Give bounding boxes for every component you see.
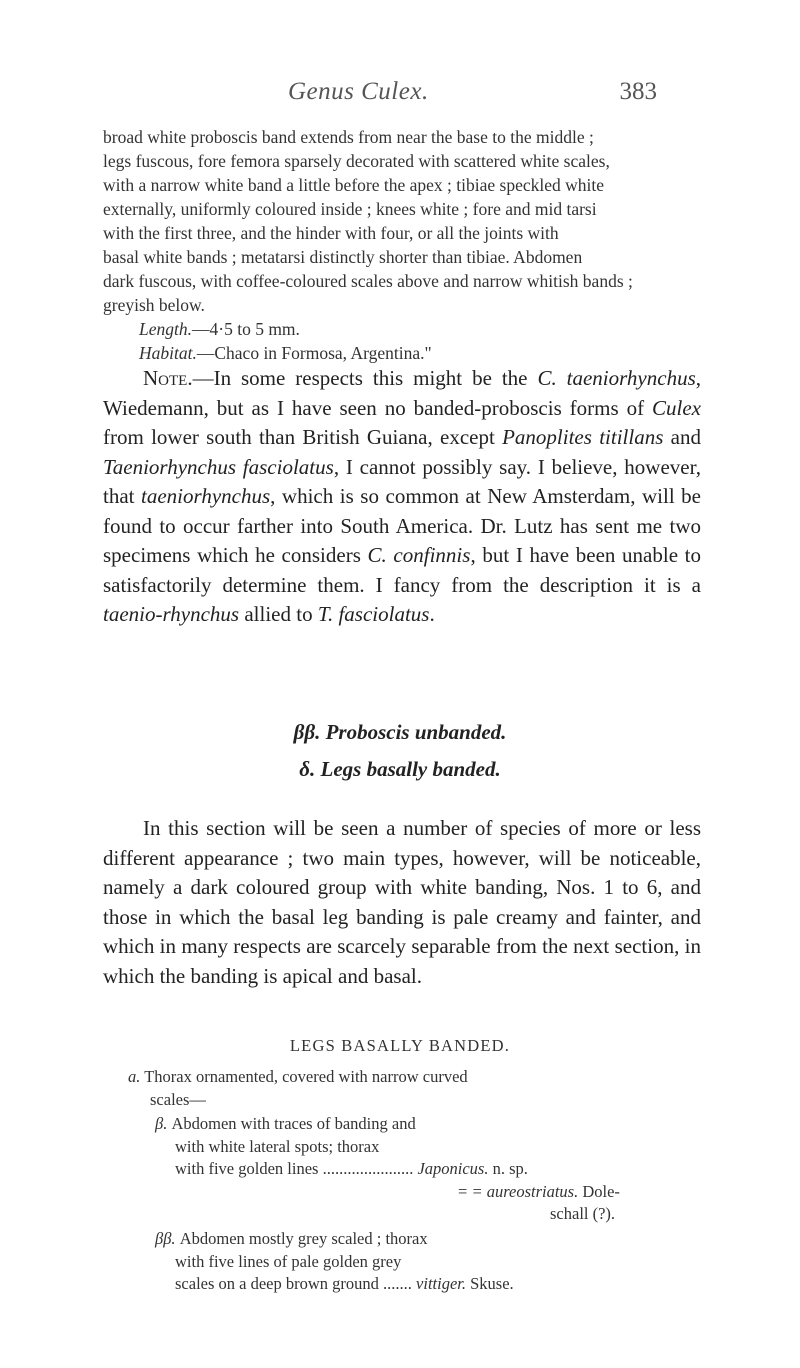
- page-header: [0, 78, 800, 108]
- description-line: with a narrow white band a little before the apex ; tibiae speckled white: [103, 175, 604, 195]
- leader-dots: .......: [378, 1274, 412, 1293]
- species-japonicus: Japonicus.: [417, 1159, 489, 1178]
- note-paragraph: Note.—In some respects this might be the C. taeniorhynchus, Wiedemann, but as I have seen no banded-proboscis forms of Culex from lower south than British Guiana, except Panoplites titillans and Taeniorhynchus fasciolatus, I cannot possibly say. I believe, however, that taeniorhynchus, which is so common at New Amsterdam, will be found to occur farther into South America. Dr. Lutz has sent me two specimens which he considers C. confinnis, but I have been unable to satisfactorily determine them. I fancy from the description it is a taenio-rhynchus allied to T. fasciolatus.: [103, 366, 701, 626]
- running-title: Genus Culex.: [288, 78, 429, 105]
- description-line: legs fuscous, fore femora sparsely decorated with scattered white scales,: [103, 151, 610, 171]
- key-section-title: LEGS BASALLY BANDED.: [289, 1036, 511, 1055]
- species-name: taeniorhynchus: [141, 484, 271, 508]
- key-label-beta-beta: ββ.: [155, 1229, 176, 1248]
- key-label-beta: β.: [155, 1114, 168, 1133]
- species-name: T. fasciolatus: [317, 602, 430, 626]
- description-line: externally, uniformly coloured inside ; knees white ; fore and mid tarsi: [103, 199, 597, 219]
- subheading-proboscis-unbanded: ββ. Proboscis unbanded.: [293, 720, 507, 744]
- habitat-value: —Chaco in Formosa, Argentina.": [196, 343, 432, 363]
- species-name: Panoplites titillans: [502, 425, 664, 449]
- description-line: basal white bands ; metatarsi distinctly shorter than tibiae. Abdomen: [103, 247, 583, 267]
- species-name: C. confinnis: [367, 543, 471, 567]
- length-label: Length.: [139, 319, 192, 339]
- species-vittiger: vittiger.: [416, 1274, 466, 1293]
- genus-name: Culex: [652, 395, 701, 420]
- habitat-label: Habitat.: [139, 343, 197, 363]
- length-line: [103, 317, 701, 341]
- key-entry-a: a. Thorax ornamented, covered with narrow curved scales—: [128, 1067, 468, 1109]
- key-entry-beta: β. Abdomen with traces of banding and with white lateral spots; thorax with five golden lines ...................... Japonicus. n. sp. = = aureostriatus. Dole- schall (?).: [155, 1114, 620, 1223]
- key-entry-beta-beta: ββ. Abdomen mostly grey scaled ; thorax with five lines of pale golden grey scales on a deep brown ground ....... vittiger. Skuse.: [155, 1229, 514, 1293]
- page-number: 383: [619, 78, 657, 105]
- species-name: taenio-rhynchus: [103, 602, 240, 626]
- species-description: [103, 125, 701, 365]
- habitat-line: [103, 341, 701, 365]
- subheading-legs-basally-banded: δ. Legs basally banded.: [299, 757, 501, 781]
- leader-dots: ......................: [318, 1159, 414, 1178]
- length-value: —4·5 to 5 mm.: [192, 319, 300, 339]
- description-line: broad white proboscis band extends from near the base to the middle ;: [103, 127, 594, 147]
- synonym-aureostriatus: = aureostriatus.: [471, 1181, 579, 1201]
- species-name: Taeniorhynchus fasciolatus: [103, 454, 334, 479]
- description-line: greyish below.: [103, 295, 205, 315]
- description-line: dark fuscous, with coffee-coloured scales above and narrow whitish bands ;: [103, 271, 633, 291]
- section-paragraph: In this section will be seen a number of species of more or less different appearance ; two main types, however, will be noticeable, namely a dark coloured group with white banding, Nos. 1 to 6, and those in which the basal leg banding is pale creamy and fainter, and which in many respects are scarcely separable from the next section, in which the banding is apical and basal.: [103, 816, 701, 988]
- description-line: with the first three, and the hinder with four, or all the joints with: [103, 223, 559, 243]
- species-name: C. taeniorhynchus: [537, 366, 696, 390]
- note-label: Note.: [143, 366, 193, 390]
- key-label-a: a.: [128, 1067, 141, 1086]
